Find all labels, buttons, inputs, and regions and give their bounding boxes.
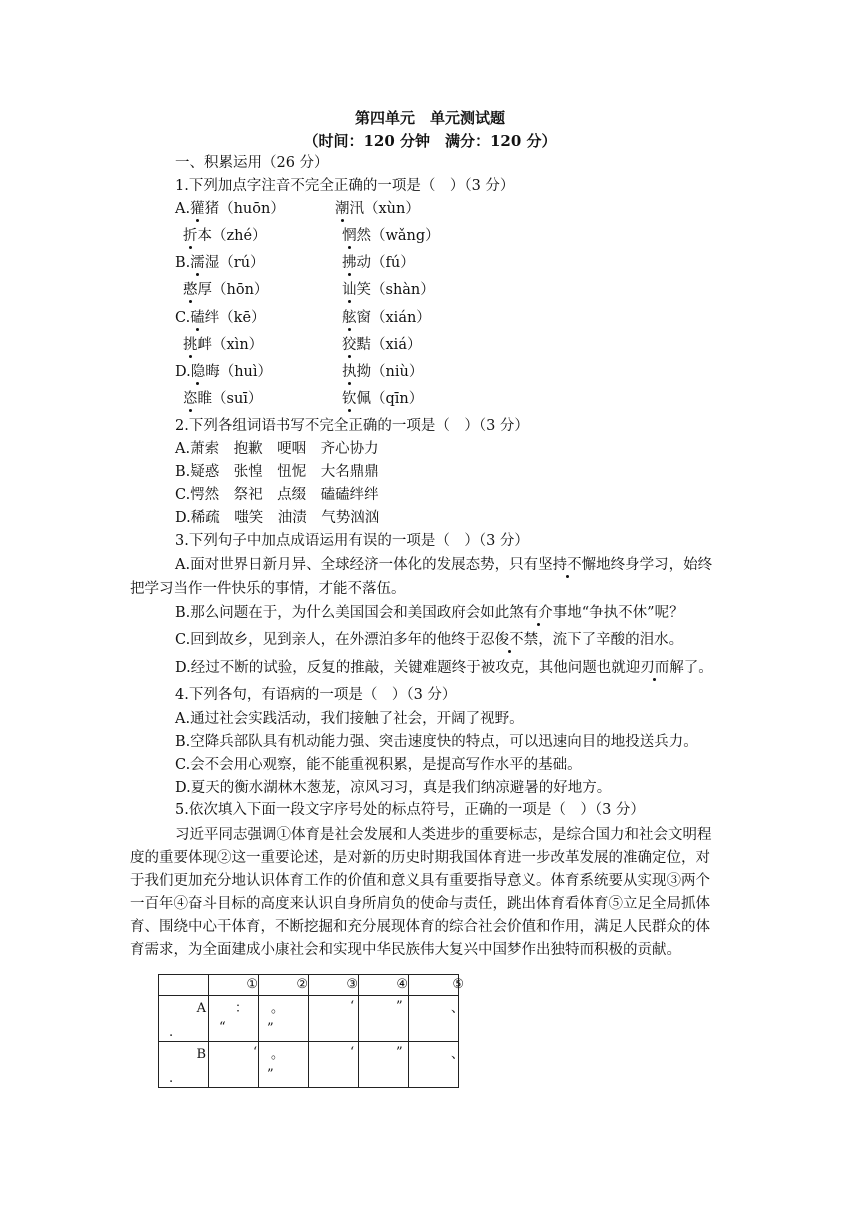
option-row: D.隐晦（huì）	[175, 364, 273, 380]
passage-line: 习近平同志强调①体育是社会发展和人类进步的重要标志，是综合国力和社会文明程	[175, 827, 712, 843]
option-d: D.夏天的衡水湖林木葱茏，凉风习习，真是我们纳凉避暑的好地方。	[175, 780, 612, 796]
option-a: A.通过社会实践活动，我们接触了社会，开阔了视野。	[175, 711, 524, 727]
table-header-cell: ②	[259, 975, 309, 996]
option-row: 执拗（niù）	[342, 364, 424, 380]
table-header-cell: ①	[209, 975, 259, 996]
table-cell: ： “	[209, 996, 259, 1042]
option-row: 恣睢（suī）	[183, 391, 263, 407]
table-row	[159, 996, 459, 1042]
passage-line: 一百年④奋斗目标的高度来认识自身所肩负的使命与责任，跳出体育看体育⑤立足全局抓体	[130, 896, 710, 912]
section-heading: 一、积累运用（26 分）	[175, 155, 329, 171]
question-1-stem: 1.下列加点字注音不完全正确的一项是（ ）（3 分）	[175, 178, 515, 194]
option-row: 舷窗（xián）	[342, 310, 431, 326]
option-a: A.面对世界日新月异、全球经济一体化的发展态势，只有坚持不懈地终身学习，始终	[175, 557, 713, 573]
punctuation-table	[158, 974, 465, 1088]
option-row: 折本（zhé）	[183, 228, 267, 244]
option-row: 狡黠（xiá）	[342, 337, 422, 353]
table-cell: 。 ”	[259, 1042, 309, 1088]
passage-line: 育、围绕中心干体育，不断挖掘和充分展现体育的综合社会价值和作用，满足人民群众的体	[130, 919, 710, 935]
passage-line: 度的重要体现②这一重要论述，是对新的历史时期我国体育进一步改革发展的准确定位，对	[130, 850, 710, 866]
table-cell: A .	[159, 996, 209, 1042]
table-header-row	[159, 975, 459, 996]
option-row: 憨厚（hōn）	[183, 282, 269, 298]
option-row: 讪笑（shàn）	[342, 282, 435, 298]
option-b: B.空降兵部队具有机动能力强、突击速度快的特点，可以迅速向目的地投送兵力。	[175, 734, 698, 750]
table-header-cell: ④	[359, 975, 409, 996]
passage-line: 育需求，为全面建成小康社会和实现中华民族伟大复兴中国梦作出独特而积极的贡献。	[130, 942, 681, 958]
option-row: B.濡湿（rú）	[175, 255, 265, 271]
table-header-cell	[159, 975, 209, 996]
table-cell: ‘	[309, 996, 359, 1042]
option-a-cont: 把学习当作一件快乐的事情，才能不落伍。	[130, 581, 406, 597]
passage-line: 于我们更加充分地认识体育工作的价值和意义具有重要指导意义。体育系统要从实现③两个	[130, 873, 710, 889]
option-c: C.回到故乡，见到亲人，在外漂泊多年的他终于忍俊不禁，流下了辛酸的泪水。	[175, 632, 684, 648]
option-d: D.稀疏 嗤笑 油渍 气势汹汹	[175, 510, 380, 526]
table-cell: ‘	[309, 1042, 359, 1088]
option-a: A.萧索 抱歉 哽咽 齐心协力	[175, 441, 379, 457]
option-row: 挑衅（xìn）	[183, 337, 264, 353]
option-row: 钦佩（qīn）	[342, 391, 424, 407]
table-cell: B .	[159, 1042, 209, 1088]
table-cell: ‘	[209, 1042, 259, 1088]
option-row: 惘然（wǎng）	[342, 228, 440, 244]
option-row: A.獾猪（huōn）	[175, 201, 285, 217]
page-title: 第四单元 单元测试题	[354, 109, 505, 127]
option-c: C.会不会用心观察，能不能重视积累，是提高写作水平的基础。	[175, 757, 582, 773]
option-c: C.愕然 祭祀 点缀 磕磕绊绊	[175, 487, 379, 503]
table-header-cell: ③	[309, 975, 359, 996]
table-row	[159, 1042, 459, 1088]
option-b: B.疑惑 张惶 忸怩 大名鼎鼎	[175, 464, 379, 480]
question-2-stem: 2.下列各组词语书写不完全正确的一项是（ ）（3 分）	[175, 418, 529, 434]
table-cell: 。 ”	[259, 996, 309, 1042]
table-cell: 、	[409, 1042, 459, 1088]
option-row: C.磕绊（kē）	[175, 310, 266, 326]
question-3-stem: 3.下列句子中加点成语运用有误的一项是（ ）（3 分）	[175, 533, 529, 549]
option-d: D.经过不断的试验，反复的推敲，关键难题终于被攻克，其他问题也就迎刃而解了。	[175, 660, 713, 676]
option-row: 潮汛（xùn）	[335, 201, 420, 217]
table-cell: ”	[359, 1042, 409, 1088]
question-4-stem: 4.下列各句，有语病的一项是（ ）（3 分）	[175, 687, 457, 703]
page-subtitle: （时间：120 分钟 满分：120 分）	[303, 132, 557, 150]
table-cell: ”	[359, 996, 409, 1042]
option-row: 拂动（fú）	[342, 255, 415, 271]
table-cell: 、	[409, 996, 459, 1042]
table-header-cell: ⑤	[409, 975, 459, 996]
option-b: B.那么问题在于，为什么美国国会和美国政府会如此煞有介事地“争执不休”呢？	[175, 605, 684, 621]
question-5-stem: 5.依次填入下面一段文字序号处的标点符号，正确的一项是（ ）（3 分）	[175, 802, 645, 818]
